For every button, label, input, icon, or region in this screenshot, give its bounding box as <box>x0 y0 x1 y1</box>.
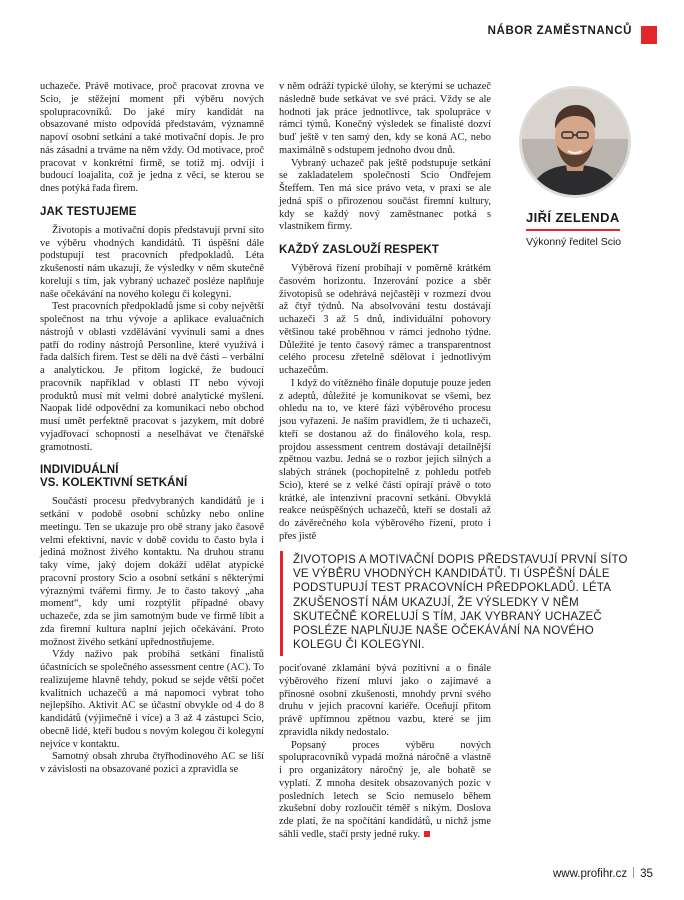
paragraph: pociťované zklamání bývá pozitivní a o finále výběrového řízení mluví jako o zajímavé a přínosné osobní zkušenosti, mnohdy první svého druhu v jejich pracovní kariéře. Oceňují přitom právě upřímnou zpětnou vazbu, které se jim zpravidla nikdy nedostalo. <box>279 663 491 738</box>
paragraph: Vybraný uchazeč pak ještě podstupuje setkání se zakladatelem společnosti Scio Ondřejem Šteffem. Ten má sice právo veta, v praxi se ale jedná spíš o přirozenou součást firemní kultury, kdy se každý nový zaměstnanec potká s vlastníkem firmy. <box>279 157 491 233</box>
pull-quote: ŽIVOTOPIS A MOTIVAČNÍ DOPIS PŘEDSTAVUJÍ PRVNÍ SÍTO VE VÝBĚRU VHODNÝCH KANDIDÁTŮ. TI ÚSPĚŠNÍ DÁLE PODSTUPUJÍ TEST PRACOVNÍCH PŘEDPOKLADŮ. LÉTA ZKUŠENOSTÍ NÁM UKAZUJÍ, ŽE VÝSLEDKY V NĚM SKUTEČNĚ KORELUJÍ S TÍM, JAK VYBRANÝ UCHAZEČ POSLÉZE NAPLŇUJE NAŠE OČEKÁVÁNÍ NA NOVÉHO KOLEGU ČI KOLEGYNI. <box>293 554 628 652</box>
portrait-icon <box>522 89 628 195</box>
article-column-3 <box>279 663 491 842</box>
paragraph-final <box>279 740 491 842</box>
paragraph: Výběrová řízení probíhají v poměrně krátkém časovém horizontu. Inzerování pozice a sběr životopisů se odehrává nejčastěji v rozmezí dvou až čtyř týdnů. Na absolvování testu dostávají uchazeči 3 až 5 dnů, individuální pohovory většinou také proběhnou v rámci jednoho týdne. Důležité je tento časový rámec a transparentnost celého procesu zřetelně sdělovat i jednotlivým uchazečům. <box>279 263 491 376</box>
paragraph: Součástí procesu předvybraných kandidátů je i setkání v podobě osobní schůzky nebo online meetingu. Ten se ukazuje pro obě strany jako časově velmi efektivní, navíc v době covidu to často byla i jediná možnost živého kontaktu. Na druhou stranu taky víme, jaký dojem dokáží udělat atypické pracovní prostory Scio a osobní setkání s některými výraznými tvářemi firmy. Je to často takový „aha moment“, kdy umí rozptýlit případné obavy uchazeče, zda se jim samotným bude ve firmě líbit a zda firemní kultura naplní jejich očekávání. Proto možnost živého setkání upřednostňujeme. <box>40 496 264 648</box>
subheading-jak-testujeme: JAK TESTUJEME <box>40 205 137 218</box>
subheading-line-1: INDIVIDUÁLNÍ <box>40 464 119 477</box>
paragraph: Samotný obsah zhruba čtyřhodinového AC se liší v závislosti na obsazované pozici a zpravidla se <box>40 751 264 775</box>
profile-role: Výkonný ředitel Scio <box>526 236 622 248</box>
paragraph: Test pracovních předpokladů jsme si coby největší společnost na trhu vývoje a aplikace evaluačních nástrojů v oblasti vzdělávání vyvinuli sami a dnes patří do rodiny nástrojů Personline, které využívá i řada dalších firem. Test se dělí na dvě části – verbální a analytickou. Je přitom logické, že budoucí pracovník například v oblasti IT nebo vývoji produktů musí mít velmi dobré analytické myšlení. Naopak lidé odpovědní za komunikaci nebo obchod musí umět perfektně pracovat s jazykem, mít dobré vyjadřovací schopnosti a neselhávat ve čtenářské gramotnosti. <box>40 301 264 453</box>
quote-accent-bar <box>280 551 283 656</box>
page-footer <box>553 867 653 880</box>
footer-url: www.profihr.cz <box>553 868 628 880</box>
paragraph: Životopis a motivační dopis představují první síto ve výběru vhodných kandidátů. Ti úspěšní dále podstupují test pracovních předpokladů. Léta zkušeností nám ukazují, že výsledky v něm skutečně korelují s tím, jak vybraný uchazeč posléze naplňuje naše očekávání na nového kolegu či kolegyni. <box>40 224 264 300</box>
section-marker <box>641 26 657 44</box>
paragraph: v něm odráží typické úlohy, se kterými se uchazeč následně bude setkávat ve své práci. Vždy se ale hodnotí jak práce jednotlivce, tak spolupráce v rámci týmů. Konečný výsledek se finalisté dozví buď ještě v ten samý den, kdy se koná AC, nebo maximálně s odstupem jednoho dvou dnů. <box>279 81 491 156</box>
section-title: NÁBOR ZAMĚSTNANCŮ <box>487 25 632 37</box>
subheading-kazdy-zaslouzi-respekt: KAŽDÝ ZASLOUŽÍ RESPEKT <box>279 244 440 256</box>
article-column-1 <box>40 81 264 777</box>
paragraph: I když do vítězného finále doputuje pouze jeden z adeptů, důležité je komunikovat se všemi, bez ohledu na to, ve které fázi výběrového procesu jsou vyřazeni. Je naším pravidlem, že ti uchazeči, kteří se dostanou až do finálového kola, resp. projdou assessment centrem dostávají detailnější zpětnou vazbu. Jedná se o rozbor jejich silných a slabých stránek (pochopitelně z pohledu potřeb Scio), které se z velké části opírají právě o toto krátké, ale intenzivní pracovní setkání. Obvyklá reakce neúspěšných uchazečů, kteří se dostali až do závěrečného kola výběrového řízení, proto i přes jistě <box>279 377 491 542</box>
subheading-line-2: VS. KOLEKTIVNÍ SETKÁNÍ <box>40 477 188 490</box>
profile-name: JIŘÍ ZELENDA <box>526 210 620 231</box>
paragraph: Vždy naživo pak probíhá setkání finalistů účastnících se společného assessment centre (AC). To realizujeme hlavně tehdy, pokud se sejde větší počet kvalitních uchazečů a má napomoci vybrat toho nejlepšího. Aktivit AC se účastní obvykle od 4 do 8 kandidátů (výjimečně i více) a 3 až 4 zástupci Scio, obecně lidé, kteří budou s novým kolegou či kolegyní nejvíce v kontaktu. <box>40 649 264 750</box>
end-mark-icon <box>424 831 430 837</box>
paragraph-final-text: Popsaný proces výběru nových spolupracovníků vypadá možná náročně a vlastně i pro organizátory náročný je, ale bohatě se vyplatí. Z mnoha desítek obsazovaných pozic v posledních letech se Scio nemuselo během zkušební doby rozloučit téměř s nikým. Doslova zde platí, že na spočítání kandidátů, u nichž jsme sáhli vedle, stačí prsty jedné ruky. <box>279 739 491 840</box>
page-number: 35 <box>640 868 653 880</box>
article-column-2 <box>279 81 491 544</box>
footer-divider <box>633 867 634 878</box>
paragraph: uchazeče. Právě motivace, proč pracovat zrovna ve Scio, je stěžejní moment při výběru nových spolupracovníků. Do jaké míry kandidát na obsazované místo odpovídá představám, významně napoví osobní setkání a také motivační dopis. Je pro nás zásadní a trváme na něm vždy. Od motivace, proč pracovat v konkrétní firmě, se totiž mj. odvíjí i budoucí loajalita, což je jedna z věcí, se kterou se dnes potýká řada firem. <box>40 81 264 194</box>
subheading-individualni <box>40 464 264 490</box>
